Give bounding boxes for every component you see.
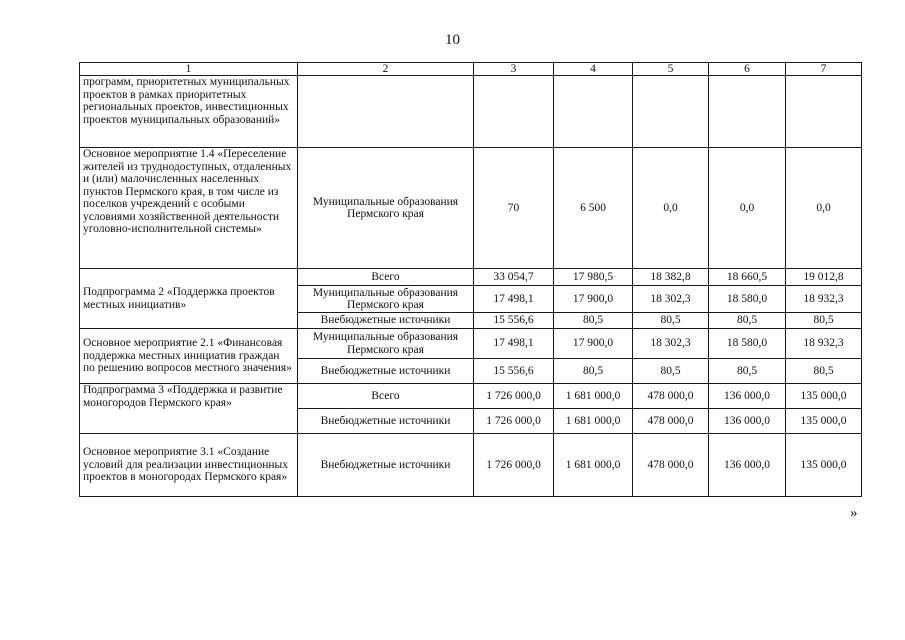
empty-cell <box>474 76 554 148</box>
column-header: 7 <box>786 63 862 76</box>
value-cell: 478 000,0 <box>633 384 709 409</box>
value-cell: 80,5 <box>786 359 862 384</box>
funding-source-cell: Внебюджетные источники <box>298 409 474 434</box>
value-cell: 80,5 <box>633 359 709 384</box>
funding-source-cell: Всего <box>298 269 474 286</box>
value-cell: 80,5 <box>709 359 786 384</box>
value-cell: 135 000,0 <box>786 384 862 409</box>
value-cell: 18 302,3 <box>633 329 709 359</box>
empty-cell <box>709 76 786 148</box>
value-cell: 33 054,7 <box>474 269 554 286</box>
value-cell: 18 382,8 <box>633 269 709 286</box>
table-row <box>80 76 862 148</box>
value-cell: 80,5 <box>786 313 862 329</box>
value-cell: 0,0 <box>709 148 786 269</box>
value-cell: 1 726 000,0 <box>474 384 554 409</box>
value-cell: 17 498,1 <box>474 329 554 359</box>
value-cell: 18 580,0 <box>709 286 786 313</box>
value-cell: 6 500 <box>554 148 633 269</box>
budget-table <box>79 62 862 497</box>
value-cell: 1 681 000,0 <box>554 384 633 409</box>
table-row <box>80 384 862 409</box>
value-cell: 17 900,0 <box>554 329 633 359</box>
value-cell: 18 932,3 <box>786 286 862 313</box>
funding-source-cell: Внебюджетные источники <box>298 359 474 384</box>
value-cell: 135 000,0 <box>786 434 862 497</box>
value-cell: 0,0 <box>786 148 862 269</box>
value-cell: 18 580,0 <box>709 329 786 359</box>
page-number: 10 <box>445 32 460 48</box>
column-header: 1 <box>80 63 298 76</box>
column-number-row <box>80 63 862 76</box>
funding-source-cell: Внебюджетные источники <box>298 313 474 329</box>
column-header: 4 <box>554 63 633 76</box>
program-name-cell: Основное мероприятие 3.1 «Создание условий для реализации инвестиционных проектов в моногородах Пермского края» <box>80 434 298 497</box>
table-row <box>80 148 862 269</box>
empty-cell <box>298 76 474 148</box>
value-cell: 136 000,0 <box>709 409 786 434</box>
funding-source-cell: Внебюджетные источники <box>298 434 474 497</box>
value-cell: 17 980,5 <box>554 269 633 286</box>
program-name-cell: Основное мероприятие 2.1 «Финансовая поддержка местных инициатив граждан по решению вопросов местного значения» <box>80 329 298 384</box>
value-cell: 17 900,0 <box>554 286 633 313</box>
value-cell: 1 681 000,0 <box>554 434 633 497</box>
empty-cell <box>786 76 862 148</box>
value-cell: 0,0 <box>633 148 709 269</box>
value-cell: 18 302,3 <box>633 286 709 313</box>
value-cell: 1 726 000,0 <box>474 434 554 497</box>
value-cell: 80,5 <box>709 313 786 329</box>
value-cell: 135 000,0 <box>786 409 862 434</box>
value-cell: 80,5 <box>633 313 709 329</box>
value-cell: 18 660,5 <box>709 269 786 286</box>
value-cell: 19 012,8 <box>786 269 862 286</box>
value-cell: 136 000,0 <box>709 434 786 497</box>
value-cell: 478 000,0 <box>633 409 709 434</box>
value-cell: 15 556,6 <box>474 313 554 329</box>
column-header: 6 <box>709 63 786 76</box>
funding-source-cell: Муниципальные образования Пермского края <box>298 329 474 359</box>
funding-source-cell: Муниципальные образования Пермского края <box>298 148 474 269</box>
column-header: 2 <box>298 63 474 76</box>
value-cell: 1 681 000,0 <box>554 409 633 434</box>
value-cell: 17 498,1 <box>474 286 554 313</box>
program-name-cell: Подпрограмма 2 «Поддержка проектов местных инициатив» <box>80 269 298 329</box>
funding-source-cell: Муниципальные образования Пермского края <box>298 286 474 313</box>
value-cell: 18 932,3 <box>786 329 862 359</box>
value-cell: 136 000,0 <box>709 384 786 409</box>
value-cell: 70 <box>474 148 554 269</box>
value-cell: 80,5 <box>554 313 633 329</box>
value-cell: 1 726 000,0 <box>474 409 554 434</box>
table-row <box>80 434 862 497</box>
table-row <box>80 329 862 359</box>
empty-cell <box>633 76 709 148</box>
empty-cell <box>554 76 633 148</box>
value-cell: 15 556,6 <box>474 359 554 384</box>
value-cell: 478 000,0 <box>633 434 709 497</box>
table-row <box>80 269 862 286</box>
program-name-cell: Основное мероприятие 1.4 «Переселение жителей из труднодоступных, отдаленных и (или) малочисленных населенных пунктов Пермского края, в том числе из поселков учреждений с особыми условиями хозяйственной деятельности уголовно-исполнительной системы» <box>80 148 298 269</box>
program-name-cell: Подпрограмма 3 «Поддержка и развитие моногородов Пермского края» <box>80 384 298 434</box>
closing-quote-mark: » <box>850 505 858 521</box>
program-name-cell: программ, приоритетных муниципальных проектов в рамках приоритетных региональных проектов, инвестиционных проектов муниципальных образований» <box>80 76 298 148</box>
value-cell: 80,5 <box>554 359 633 384</box>
column-header: 3 <box>474 63 554 76</box>
funding-source-cell: Всего <box>298 384 474 409</box>
column-header: 5 <box>633 63 709 76</box>
